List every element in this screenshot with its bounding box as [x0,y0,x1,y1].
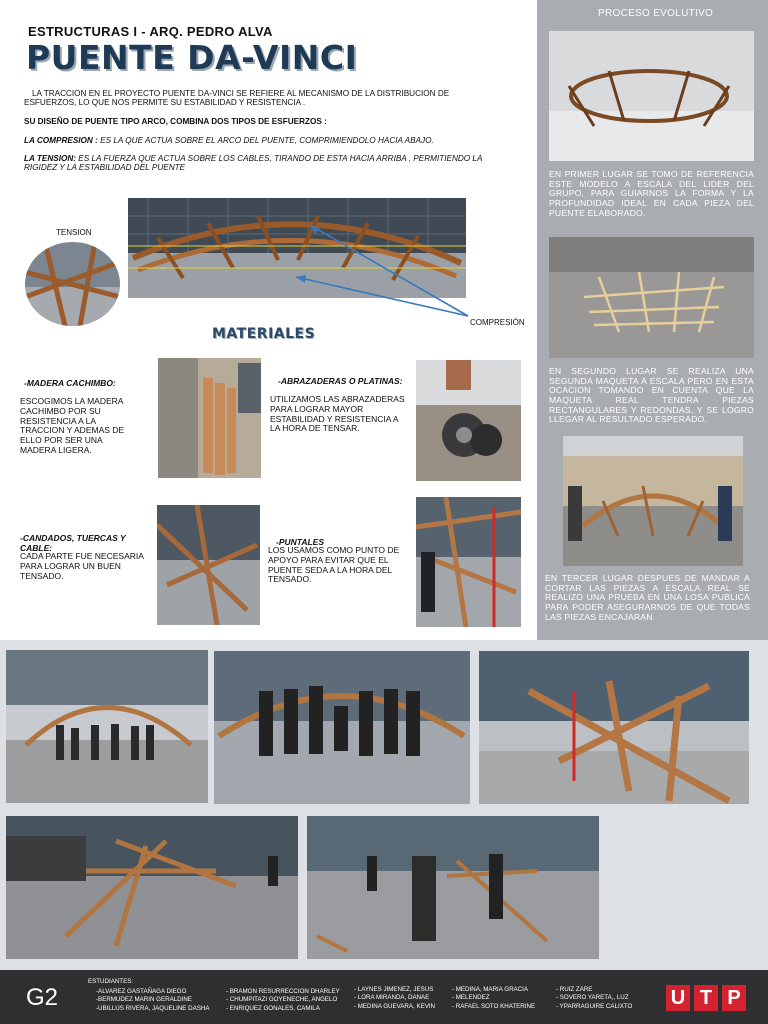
students-col-1 [96,988,209,1013]
candados-photo [157,505,260,625]
compresion-label: LA COMPRESION : [24,136,98,145]
intro-design-line: SU DISEÑO DE PUENTE TIPO ARCO, COMBINA DOS TIPOS DE ESFUERZOS : [24,117,327,126]
gallery-photo-2 [214,651,470,804]
students-col-2 [226,988,340,1013]
material-label-puntales: -PUNTALES [276,537,325,547]
compresion-arrows [290,215,480,325]
material-text-abrazaderas: UTILIZAMOS LAS ABRAZADERAS PARA LOGRAR MAYOR ESTABILIDAD Y RESISTENCIA A LA HORA DE TENSAR. [270,394,405,434]
process-model-1-photo [549,31,754,161]
puntales-photo [416,497,521,627]
page-title: PUENTE DA-VINCI [26,38,358,77]
utp-logo-u: U [666,985,690,1011]
students-col-3 [354,986,435,1011]
material-text-madera: ESCOGIMOS LA MADERA CACHIMBO POR SU RESISTENCIA A LA TRACCION Y ADEMAS DE ELLO POR SER UNA MADERA LIGERA. [20,396,125,455]
tension-diagram-label: TENSION [56,228,92,237]
process-step-1: EN PRIMER LUGAR SE TOMO DE REFERENCIA ESTE MODELO A ESCALA DEL LIDER DEL GRUPO, PARA GUIARNOS LA FORMA Y LA PROFUNDIDAD IDEAL EN CADA PIEZA DEL PUENTE ELABORADO. [549,169,754,218]
student-name: - BRAMON RESURRECCION DHARLEY [226,988,340,995]
abrazaderas-photo [416,360,521,481]
material-label-madera: -MADERA CACHIMBO: [24,378,116,388]
student-name: - SOVERO YARETA,, LUZ [556,994,629,1002]
process-model-3-photo [563,436,743,566]
student-name: -BERMUDEZ MARIN GERALDINE [96,996,192,1004]
gallery-photo-4 [6,816,298,959]
process-step-3: EN TERCER LUGAR DESPUES DE MANDAR A CORTAR LAS PIEZAS A ESCALA REAL SE REALIZO UNA PRUEBA EN UNA LOSA PUBLICA PARA PODER ASEGURARNOS DE QUE TODAS LAS PIEZAS ENCAJARAN. [545,573,750,622]
student-name: - YPARRAGUIRE CALIXTO [556,1002,633,1010]
gallery-photo-3 [479,651,749,804]
compresion-definition [24,136,504,145]
utp-logo-p: P [722,985,746,1011]
process-title: PROCESO EVOLUTIVO [598,8,714,19]
student-name: - MEDINA GUEVARA, KEVIN [354,1002,436,1010]
material-label-abrazaderas: -ABRAZADERAS O PLATINAS: [278,376,403,386]
student-name: - RUIZ ZARE [556,986,593,993]
student-name: - LORA MIRANDA, DANAE [354,994,430,1002]
student-name: - MEDINA, MARIA GRACIA [452,986,528,993]
student-name: - LAYNES JIMENEZ, JESUS [354,986,434,993]
tension-definition [24,154,514,173]
tension-label: LA TENSION: [24,154,77,163]
process-model-2-photo [549,237,754,358]
course-subtitle: ESTRUCTURAS I - ARQ. PEDRO ALVA [28,24,273,39]
students-col-4 [452,986,535,1011]
material-text-puntales: LOS USAMOS COMO PUNTO DE APOYO PARA EVITAR QUE EL PUENTE SEDA A LA HORA DEL TENSADO. [268,545,400,585]
intro-paragraph: LA TRACCION EN EL PROYECTO PUENTE DA-VINCI SE REFIERE AL MECANISMO DE LA DISTRIBUCION DE ESFUERZOS, LO QUE NOS PERMITE SU ESTABILIDAD Y RESISTENCIA . [24,89,450,108]
student-name: - ENRIQUEZ GONALES, CAMILA [226,1004,320,1012]
student-name: - MELENDEZ [452,994,490,1002]
group-code: G2 [26,984,59,1011]
gallery-photo-5 [307,816,599,959]
student-name: - CHUMPITAZI GOYENECHE, ANGELO [226,996,338,1004]
gallery-photo-1 [6,650,208,803]
students-label: ESTUDIANTES: [88,978,134,985]
material-text-candados: CADA PARTE FUE NECESARIA PARA LOGRAR UN BUEN TENSADO. [20,551,144,581]
utp-logo-t: T [694,985,718,1011]
student-name: -UBILLUS RIVERA, JAQUELINE DASHA [96,1004,210,1012]
students-col-5 [556,986,632,1011]
student-name: -ALVAREZ GASTAÑAGA DIEGO [96,988,187,995]
tension-detail-photo [25,242,120,326]
material-label-candados: -CANDADOS, TUERCAS Y CABLE: [20,533,126,553]
tension-text: ES LA FUERZA QUE ACTUA SOBRE LOS CABLES, TIRANDO DE ESTA HACIA ARRIBA , PERMITIENDO LA RIGIDEZ Y LA ESTABILIDAD DEL PUENTE [24,154,483,173]
process-step-2: EN SEGUNDO LUGAR SE REALIZA UNA SEGUNDA MAQUETA A ESCALA PERO EN ESTA OCACION TOMANDO EN CUENTA QUE LA MAQUETA REAL TENDRA PIEZAS RECTANGULARES Y REDONDAS, Y SE LOGRO LLEGAR AL RESULTADO ESPERADO. [549,366,754,425]
materials-heading: MATERIALES [212,326,316,342]
compresion-diagram-label: COMPRESIÓN [470,318,525,327]
student-name: - RAFAEL SOTO KHATERINE [452,1002,536,1010]
compresion-text: ES LA QUE ACTUA SOBRE EL ARCO DEL PUENTE, COMPRIMIENDOLO HACIA ABAJO. [100,136,434,145]
madera-photo [158,358,261,478]
